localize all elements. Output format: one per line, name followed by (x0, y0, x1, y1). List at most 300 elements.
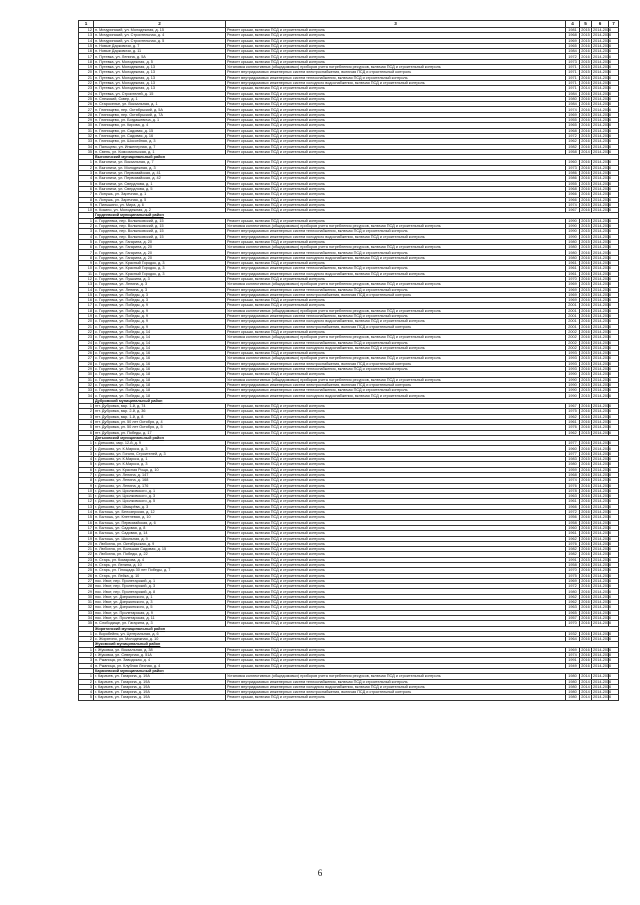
plan-year-cell: 2016 (581, 118, 590, 123)
work-type-cell: Ремонт внутридомовых инженерных систем электроснабжения, включая ПСД и строительный контроль (226, 382, 566, 387)
build-year-cell: 1972 (566, 133, 580, 138)
build-year-cell: 1983 (566, 457, 580, 462)
row-number: 20 (79, 70, 94, 75)
address-cell: пгт. Дубровка, ул. 50 лет Октября, д. 5 (94, 425, 226, 430)
address-cell: пос. Ивот, пер. Пролетарский, д. 3 (94, 584, 226, 589)
address-cell: с. Гордеевка, ул. Победы, д. 14 (94, 340, 226, 345)
build-year-cell: 1970 (566, 621, 580, 626)
address-cell: с. Гордеевка, ул. Победы, д. 9 (94, 319, 226, 324)
work-type-cell: Ремонт крыши, включая ПСД и строительный контроль (226, 54, 566, 59)
row-number: 20 (79, 319, 94, 324)
address-cell: п. Мичуринский, ул. Молодежная, д. 15 (94, 28, 226, 33)
work-type-cell: Ремонт крыши, включая ПСД и строительный контроль (226, 86, 566, 91)
plan-year-cell: 2016 (581, 335, 590, 340)
row-number: 1 (79, 647, 94, 652)
row-number: 4 (79, 690, 94, 695)
period-cell: 2014-2016 (593, 552, 612, 557)
period-cell: 2014-2016 (593, 59, 612, 64)
plan-year-cell: 2016 (581, 525, 590, 530)
row-number: 21 (79, 547, 94, 552)
row-number: 17 (79, 525, 94, 530)
work-type-cell: Ремонт крыши, включая ПСД и строительный контроль (226, 372, 566, 377)
plan-year-cell: 2016 (581, 425, 590, 430)
row-number: 27 (79, 356, 94, 361)
plan-year-cell: 2016 (581, 298, 590, 303)
plan-year-cell: 2016 (581, 186, 590, 191)
build-year-cell: 1967 (566, 208, 580, 213)
row-number: 24 (79, 562, 94, 567)
row-number: 33 (79, 388, 94, 393)
work-type-cell: Ремонт крыши, включая ПСД и строительный контроль (226, 165, 566, 170)
address-cell: п. Бытошь, ул. Белозерская, д. 12 (94, 510, 226, 515)
address-cell: п. Слободище, ул. Гагарина, д. 3 (94, 621, 226, 626)
address-cell: с. Гордеевка, ул. Победы, д. 18 (94, 382, 226, 387)
section-title: Карачевский муниципальный район (94, 668, 619, 673)
build-year-cell: 1984 (566, 102, 580, 107)
build-year-cell: 1980 (566, 239, 580, 244)
address-cell: с. Гордеевка, ул. Победы, д. 16 (94, 351, 226, 356)
work-type-cell: Ремонт крыши, включая ПСД и строительный контроль (226, 192, 566, 197)
address-cell: пгт. Дубровка, мкр. 2-й, д. 36 (94, 409, 226, 414)
plan-year-cell: 2016 (581, 171, 590, 176)
address-cell: п. Любохна, ул. Большая Садовая, д. 15 (94, 547, 226, 552)
row-number: 2 (79, 653, 94, 658)
build-year-cell: 1963 (566, 494, 580, 499)
work-type-cell: Ремонт внутридомовых инженерных систем электроснабжения, включая ПСД и строительный контроль (226, 70, 566, 75)
address-cell: пгт. Дубровка, мкр. 1-й, д. 8 (94, 414, 226, 419)
plan-year-cell: 2015 (581, 59, 590, 64)
row-number: 23 (79, 557, 94, 562)
address-cell: п. Лопушь, ул. Заречная, д. 1 (94, 192, 226, 197)
build-year-cell: 1971 (566, 80, 580, 85)
build-year-cell: 1932 (566, 631, 580, 636)
plan-year-cell: 2015 (581, 181, 590, 186)
row-number: 34 (79, 144, 94, 149)
row-number: 30 (79, 594, 94, 599)
address-cell: п. Пальцево, ул. Инженерная, д. 7 (94, 144, 226, 149)
address-cell: г. Дятьково, ул. К.Маркса, д. 3 (94, 446, 226, 451)
build-year-cell: 1961 (566, 499, 580, 504)
plan-year-cell: 2015 (581, 361, 590, 366)
plan-year-cell: 2015 (581, 28, 590, 33)
build-year-cell: 2002 (566, 329, 580, 334)
plan-year-cell: 2016 (581, 261, 590, 266)
row-number: 28 (79, 361, 94, 366)
plan-year-cell: 2016 (581, 605, 590, 610)
plan-year-cell: 2016 (581, 462, 590, 467)
address-cell: г. Карачев, ул. Гагарина, д. 19А (94, 695, 226, 700)
plan-year-cell: 2016 (581, 81, 590, 86)
period-cell: 2014-2016 (593, 28, 612, 33)
build-year-cell: 2001 (566, 324, 580, 329)
plan-year-cell: 2016 (581, 123, 590, 128)
address-cell: с. Гордеевка, ул. Победы, д. 14 (94, 345, 226, 350)
address-cell: с. Гордеевка, ул. Ленина, д. 3 (94, 287, 226, 292)
row-number: 12 (79, 28, 94, 33)
address-cell: пгт. Дубровка, ул. 50 лет Октября, д. 4 (94, 419, 226, 424)
work-type-cell: Ремонт внутридомовых инженерных систем теплоснабжения, включая ПСД и строительный контроль (226, 367, 566, 372)
period-cell: 2014-2016 (593, 430, 612, 435)
row-number: 31 (79, 600, 94, 605)
plan-year-cell: 2016 (581, 488, 590, 493)
period-cell: 2014-2016 (593, 65, 612, 70)
row-number: 6 (79, 186, 94, 191)
row-number: 2 (79, 679, 94, 684)
period-cell: 2014-2016 (593, 557, 612, 562)
table-body (79, 21, 619, 701)
build-year-cell: 1962 (566, 430, 580, 435)
plan-year-cell: 2015 (581, 292, 590, 297)
build-year-cell: 1972 (566, 510, 580, 515)
build-year-cell: 1974 (566, 107, 580, 112)
period-cell: 2014-2016 (593, 171, 612, 176)
period-cell: 2014-2016 (593, 186, 612, 191)
address-cell: п. Любохна, ул. Октябрьская, д. 9 (94, 541, 226, 546)
work-type-cell: Ремонт крыши, включая ПСД и строительный контроль (226, 695, 566, 700)
address-cell: пос. Ивот, ул. Пролетарская, д. 11 (94, 615, 226, 620)
row-number: 19 (79, 536, 94, 541)
row-number: 13 (79, 33, 94, 38)
period-cell: 2014-2016 (593, 133, 612, 138)
row-number: 17 (79, 303, 94, 308)
work-type-cell: Ремонт крыши, включая ПСД и строительный контроль (226, 536, 566, 541)
build-year-cell: 1993 (566, 356, 580, 361)
plan-year-cell: 2015 (581, 33, 590, 38)
row-number: 14 (79, 287, 94, 292)
period-cell: 2014-2016 (593, 547, 612, 552)
build-year-cell: 1993 (566, 367, 580, 372)
row-number: 28 (79, 112, 94, 117)
build-year-cell: 1955 (566, 118, 580, 123)
build-year-cell: 1960 (566, 160, 580, 165)
work-type-cell: Ремонт внутридомовых инженерных систем электроснабжения, включая ПСД и строительный контроль (226, 690, 566, 695)
row-number: 33 (79, 610, 94, 615)
plan-year-cell: 2014 (581, 690, 590, 695)
work-type-cell: Ремонт внутридомовых инженерных систем теплоснабжения, включая ПСД и строительный контроль (226, 266, 566, 271)
work-type-cell: Ремонт крыши, включая ПСД и строительный контроль (226, 239, 566, 244)
plan-year-cell: 2016 (581, 367, 590, 372)
address-cell: с. Гордеевка, ул. Победы, д. 14 (94, 329, 226, 334)
row-number: 18 (79, 308, 94, 313)
build-year-cell: 1958 (566, 562, 580, 567)
work-type-cell: Ремонт крыши, включая ПСД и строительный контроль (226, 494, 566, 499)
period-cell: 2014-2016 (593, 483, 612, 488)
work-type-cell: Ремонт крыши, включая ПСД и строительный контроль (226, 631, 566, 636)
period-cell: 2014-2016 (593, 510, 612, 515)
build-year-cell: 1969 (566, 112, 580, 117)
build-year-cell: 1969 (566, 287, 580, 292)
work-type-cell: Ремонт крыши, включая ПСД и строительный контроль (226, 441, 566, 446)
work-type-cell: Ремонт внутридомовых инженерных систем теплоснабжения, включая ПСД и строительный контроль (226, 250, 566, 255)
build-year-cell: 1962 (566, 594, 580, 599)
work-type-cell: Ремонт крыши, включая ПСД и строительный контроль (226, 149, 566, 154)
address-cell: п. Выгоничи, ул. Молодежная, д. 3 (94, 165, 226, 170)
row-number: 3 (79, 414, 94, 419)
build-year-cell: 1970 (566, 568, 580, 573)
work-type-cell: Ремонт внутридомовых инженерных систем теплоснабжения, включая ПСД и строительный контроль (226, 229, 566, 234)
row-number: 2 (79, 637, 94, 642)
work-type-cell: Ремонт крыши, включая ПСД и строительный контроль (226, 483, 566, 488)
period-cell: 2014-2016 (593, 637, 612, 642)
period-cell: 2014-2016 (593, 282, 612, 287)
period-cell: 2014-2016 (593, 351, 612, 356)
build-year-cell: 1967 (566, 404, 580, 409)
address-cell: с. Гордеевка, ул. Победы, д. 16 (94, 367, 226, 372)
header-col-2: 2 (94, 21, 226, 28)
address-cell: п. Выгоничи, ул. Свердлова, д. 1 (94, 181, 226, 186)
address-cell: пгт. Дубровка, мкр. 1-й, д. 74 (94, 404, 226, 409)
address-cell: пгт. Дубровка, ул. Победы, д. 17 (94, 430, 226, 435)
row-number: 22 (79, 329, 94, 334)
row-number: 32 (79, 133, 94, 138)
build-year-cell: 1969 (566, 292, 580, 297)
build-year-cell: 1957 (566, 615, 580, 620)
row-number: 6 (79, 430, 94, 435)
header-col-1: 1 (79, 21, 94, 28)
table-row (79, 695, 619, 700)
plan-year-cell: 2016 (581, 578, 590, 583)
address-cell: г. Дятьково, ул. Ленина, д. 147 (94, 472, 226, 477)
row-number: 26 (79, 351, 94, 356)
work-type-cell: Ремонт крыши, включая ПСД и строительный контроль (226, 637, 566, 642)
plan-year-cell: 2016 (581, 144, 590, 149)
period-cell: 2014-2016 (593, 277, 612, 281)
plan-year-cell: 2016 (581, 494, 590, 499)
address-cell: п. Глинищево, ул. Шоссейная, д. 3 (94, 139, 226, 144)
period-cell: 2014-2016 (593, 292, 612, 297)
period-cell: 2014-2016 (593, 695, 612, 700)
build-year-cell: 1974 (566, 653, 580, 658)
row-number: 35 (79, 149, 94, 154)
address-cell: п. Свень, ул. Комсомольская, д. 1 (94, 149, 226, 154)
period-cell: 2014-2016 (593, 266, 612, 271)
work-type-cell: Ремонт внутридомовых инженерных систем теплоснабжения, включая ПСД и строительный контроль (226, 75, 566, 80)
work-type-cell: Ремонт крыши, включая ПСД и строительный контроль (226, 552, 566, 557)
row-number: 8 (79, 478, 94, 483)
work-type-cell: Установка коллективных (общедомовых) приборов учета потребления ресурсов, включая ПСД и строительный контроль (226, 282, 566, 287)
address-cell: с. Гордеевка, ул. Красный Городок, д. 3 (94, 271, 226, 276)
work-type-cell: Ремонт крыши, включая ПСД и строительный контроль (226, 653, 566, 658)
work-type-cell: Ремонт крыши, включая ПСД и строительный контроль (226, 568, 566, 573)
work-type-cell: Ремонт крыши, включая ПСД и строительный контроль (226, 515, 566, 520)
address-cell: п. Глинищево, ул. Садовая, д. 15 (94, 128, 226, 133)
work-type-cell: Ремонт внутридомовых инженерных систем электроснабжения, включая ПСД и строительный контроль (226, 292, 566, 297)
address-cell: п. Путевка, ул. Молодежная, д. 13 (94, 75, 226, 80)
address-cell: п. Мичуринский, ул. Строительная, д. 5 (94, 38, 226, 43)
period-cell: 2014-2016 (593, 192, 612, 197)
plan-year-cell: 2015 (581, 356, 590, 361)
plan-year-cell: 2015 (581, 133, 590, 138)
work-type-cell: Ремонт крыши, включая ПСД и строительный контроль (226, 208, 566, 213)
build-year-cell: 1965 (566, 123, 580, 128)
address-cell: с. Гордеевка, ул. Победы, д. 16 (94, 361, 226, 366)
build-year-cell: 1965 (566, 610, 580, 615)
row-number: 34 (79, 615, 94, 620)
address-cell: п. Старь, ул. Площадь 30 лет Победы, д. 7 (94, 568, 226, 573)
work-type-cell: Установка коллективных (общедомовых) приборов учета потребления ресурсов, включая ПСД и строительный контроль (226, 674, 566, 679)
period-cell: 2014-2016 (593, 144, 612, 149)
address-cell: с. Гордеевка, ул. Победы, д. 18 (94, 377, 226, 382)
plan-year-cell: 2016 (581, 271, 590, 276)
plan-year-cell: 2016 (581, 409, 590, 414)
row-number: 4 (79, 457, 94, 462)
period-cell: 2014-2016 (593, 128, 612, 133)
period-cell: 2014-2016 (593, 271, 612, 276)
plan-year-cell: 2014 (581, 86, 590, 91)
plan-year-cell: 2014 (581, 149, 590, 154)
address-cell: с. Гордеевка, ул. Гагарина, д. 20 (94, 239, 226, 244)
period-cell: 2014-2016 (593, 525, 612, 530)
row-number: 30 (79, 123, 94, 128)
build-year-cell: 1959 (566, 467, 580, 472)
header-col-3: 3 (226, 21, 566, 28)
work-type-cell: Ремонт крыши, включая ПСД и строительный контроль (226, 107, 566, 112)
build-year-cell: 1960 (566, 525, 580, 530)
period-cell: 2014-2016 (593, 75, 612, 80)
build-year-cell: 1990 (566, 229, 580, 234)
period-cell: 2014-2016 (593, 224, 612, 229)
work-type-cell: Ремонт внутридомовых инженерных систем холодного водоснабжения, включая ПСД и строительный контроль (226, 393, 566, 398)
plan-year-cell: 2016 (581, 308, 590, 313)
build-year-cell: 1963 (566, 605, 580, 610)
build-year-cell: 1961 (566, 531, 580, 536)
address-cell: г. Дятьково, ул. Шмырёва, д. 3 (94, 504, 226, 509)
address-cell: г. Дятьково, ул. Циолковского, д. 1 (94, 488, 226, 493)
period-cell: 2014-2016 (593, 578, 612, 583)
build-year-cell: 1980 (566, 462, 580, 467)
plan-year-cell: 2016 (581, 255, 590, 260)
work-type-cell: Ремонт внутридомовых инженерных систем холодного водоснабжения, включая ПСД и строительный контроль (226, 271, 566, 276)
row-number: 31 (79, 377, 94, 382)
period-cell: 2014-2016 (593, 160, 612, 165)
address-cell: г. Карачев, ул. Гагарина, д. 19А (94, 679, 226, 684)
work-type-cell: Ремонт внутридомовых инженерных систем холодного водоснабжения, включая ПСД и строительный контроль (226, 345, 566, 350)
build-year-cell: 1975 (566, 409, 580, 414)
build-year-cell: 1976 (566, 483, 580, 488)
address-cell: п. Кокино, ул. Молодежная, д. 2 (94, 208, 226, 213)
row-number: 11 (79, 271, 94, 276)
period-cell: 2014-2016 (593, 647, 612, 652)
address-cell: п. Путевка, ул. Ленина, д. 5А (94, 54, 226, 59)
plan-year-cell: 2014 (581, 679, 590, 684)
work-type-cell: Ремонт крыши, включая ПСД и строительный контроль (226, 171, 566, 176)
address-cell: п. Бытошь, ул. Школьная, д. 9 (94, 536, 226, 541)
work-type-cell: Ремонт крыши, включая ПСД и строительный контроль (226, 128, 566, 133)
plan-year-cell: 2016 (581, 197, 590, 202)
period-cell: 2014-2016 (593, 600, 612, 605)
work-type-cell: Ремонт внутридомовых инженерных систем холодного водоснабжения, включая ПСД и строительный контроль (226, 80, 566, 85)
work-type-cell: Ремонт внутридомовых инженерных систем холодного водоснабжения, включая ПСД и строительный контроль (226, 684, 566, 689)
plan-year-cell: 2015 (581, 218, 590, 223)
plan-year-cell: 2016 (581, 49, 590, 54)
period-cell: 2014-2016 (593, 255, 612, 260)
period-cell: 2014-2016 (593, 451, 612, 456)
period-cell: 2014-2016 (593, 478, 612, 483)
plan-year-cell: 2016 (581, 43, 590, 48)
address-cell: п. Выгоничи, ул. Первомайская, д. 42 (94, 176, 226, 181)
address-cell: с. Гордеевка, ул. Пушкина, д. 3 (94, 276, 226, 281)
work-type-cell: Ремонт крыши, включая ПСД и строительный контроль (226, 541, 566, 546)
header-col-7: 7 (609, 21, 619, 28)
build-year-cell: 1981 (566, 28, 580, 33)
plan-year-cell: 2016 (581, 631, 590, 636)
work-type-cell: Ремонт внутридомовых инженерных систем холодного водоснабжения, включая ПСД и строительный контроль (226, 234, 566, 239)
row-number: 13 (79, 282, 94, 287)
address-cell: п. Старь, ул. Комарова, д. 4 (94, 557, 226, 562)
plan-year-cell: 2015 (581, 430, 590, 435)
plan-year-cell: 2016 (581, 165, 590, 170)
work-type-cell: Ремонт крыши, включая ПСД и строительный контроль (226, 584, 566, 589)
row-number: 16 (79, 49, 94, 54)
address-cell: пос. Ивот, ул. Дзержинского, д. 1 (94, 594, 226, 599)
row-number: 1 (79, 160, 94, 165)
plan-year-cell: 2016 (581, 483, 590, 488)
build-year-cell: 1990 (566, 223, 580, 228)
address-cell: п. Путевка, ул. Строителей, д. 15 (94, 91, 226, 96)
plan-year-cell: 2016 (581, 303, 590, 308)
period-cell: 2014-2016 (593, 102, 612, 107)
plan-year-cell: 2015 (581, 377, 590, 382)
plan-year-cell: 2016 (581, 319, 590, 324)
plan-year-cell: 2016 (581, 621, 590, 626)
row-number: 7 (79, 192, 94, 197)
address-cell: пос. Ивот, ул. Пролетарская, д. 9 (94, 610, 226, 615)
address-cell: с. Гордеевка, пер. Волынковский, д. 15 (94, 229, 226, 234)
build-year-cell: 1970 (566, 276, 580, 281)
build-year-cell: 1980 (566, 679, 580, 684)
work-type-cell: Ремонт крыши, включая ПСД и строительный контроль (226, 181, 566, 186)
plan-year-cell: 2016 (581, 75, 590, 80)
period-cell: 2014-2016 (593, 605, 612, 610)
row-number: 2 (79, 446, 94, 451)
row-number: 30 (79, 372, 94, 377)
row-number: 32 (79, 605, 94, 610)
build-year-cell: 1982 (566, 547, 580, 552)
build-year-cell: 1991 (566, 658, 580, 663)
plan-year-cell: 2016 (581, 568, 590, 573)
build-year-cell: 1962 (566, 139, 580, 144)
build-year-cell: 1955 (566, 181, 580, 186)
section-title: Гордеевский муниципальный район (94, 213, 619, 218)
plan-year-cell: 2016 (581, 160, 590, 165)
plan-year-cell: 2016 (581, 345, 590, 350)
work-type-cell: Ремонт крыши, включая ПСД и строительный контроль (226, 457, 566, 462)
period-cell: 2014-2016 (593, 208, 612, 213)
build-year-cell: 1962 (566, 536, 580, 541)
build-year-cell: 1990 (566, 393, 580, 398)
plan-year-cell: 2015 (581, 70, 590, 75)
build-year-cell: 1974 (566, 478, 580, 483)
address-cell: п. Любохна, ул. Победы, д. 22 (94, 552, 226, 557)
plan-year-cell: 2016 (581, 441, 590, 446)
work-type-cell: Ремонт крыши, включая ПСД и строительный контроль (226, 329, 566, 334)
work-type-cell: Ремонт крыши, включая ПСД и строительный контроль (226, 303, 566, 308)
plan-year-cell: 2016 (581, 584, 590, 589)
row-number: 12 (79, 276, 94, 281)
work-type-cell: Установка коллективных (общедомовых) приборов учета потребления ресурсов, включая ПСД и строительный контроль (226, 65, 566, 70)
period-cell: 2014-2016 (593, 81, 612, 86)
address-cell: с. Гордеевка, ул. Победы, д. 18 (94, 393, 226, 398)
build-year-cell: 1961 (566, 261, 580, 266)
address-cell: г. Дятьково, ул. Ленина, д. 176 (94, 483, 226, 488)
period-cell: 2014-2016 (593, 472, 612, 477)
address-cell: с. Гордеевка, ул. Красный Городок, д. 3 (94, 261, 226, 266)
work-type-cell: Ремонт крыши, включая ПСД и строительный контроль (226, 467, 566, 472)
address-cell: п. Путевка, ул. Молодежная, д. 5 (94, 59, 226, 64)
build-year-cell: 1976 (566, 541, 580, 546)
row-number: 8 (79, 197, 94, 202)
build-year-cell: 1973 (566, 59, 580, 64)
